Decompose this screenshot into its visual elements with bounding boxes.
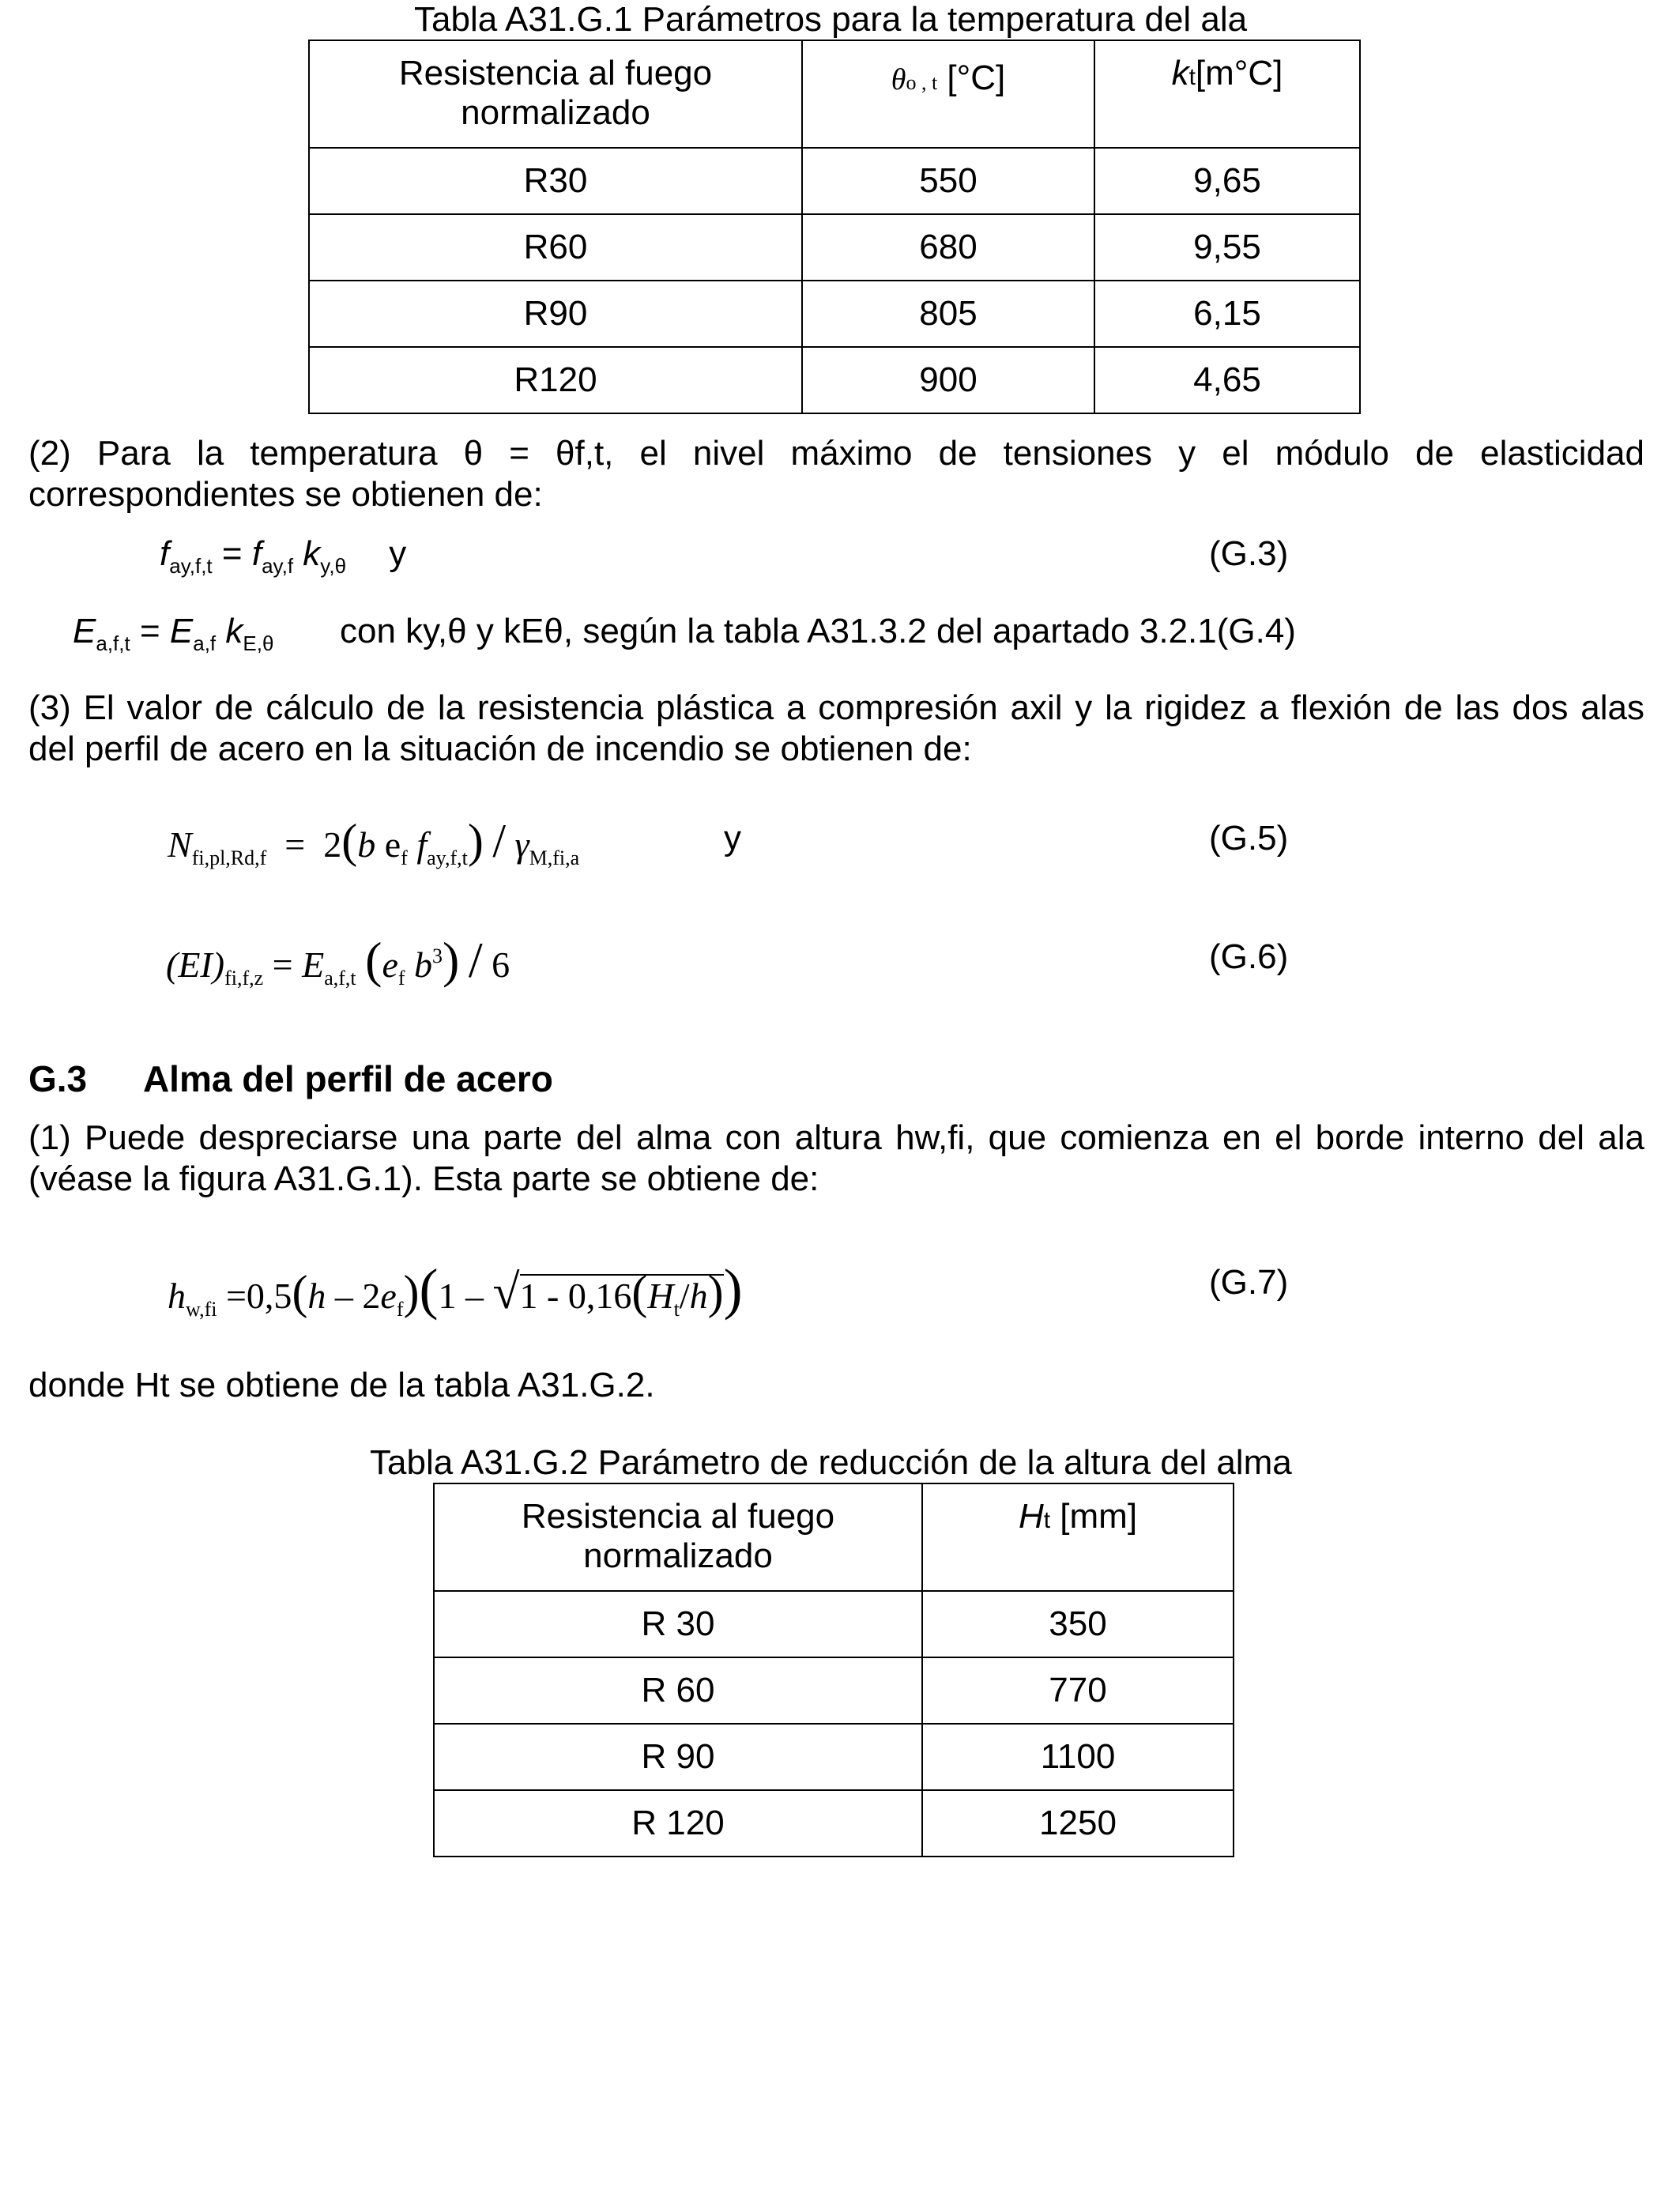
- section-title: Alma del perfil de acero: [142, 1058, 553, 1099]
- table-cell: R120: [309, 347, 802, 413]
- table2-caption: Tabla A31.G.2 Parámetro de reducción de la altura del alma: [370, 1443, 1292, 1482]
- table-cell: 9,55: [1094, 214, 1360, 281]
- table1-header-col2-unit: [°C]: [947, 58, 1006, 97]
- table-row: [309, 347, 1360, 413]
- table-cell: 1250: [922, 1790, 1234, 1857]
- table2-header-row: [434, 1483, 1234, 1591]
- table-cell: R 60: [434, 1657, 922, 1724]
- equation-g4: $E_{a,f,t} = E_{a,f}$ $k_{E,\theta}$: [73, 612, 274, 655]
- table-cell: 6,15: [1094, 281, 1360, 347]
- table-cell: R 120: [434, 1790, 922, 1857]
- table-cell: 9,65: [1094, 148, 1360, 214]
- table2-header-col1-line2: normalizado: [583, 1536, 773, 1575]
- table-row: [434, 1724, 1234, 1790]
- equation-g3: $f_{ay,f,t} = f_{ay,f}$ $k_{y,\theta}$ y: [160, 534, 407, 578]
- table2-header-col2: [922, 1483, 1234, 1591]
- table1-header-col3-unit: [m°C]: [1195, 54, 1283, 92]
- table-cell: 900: [802, 347, 1094, 413]
- table-row: [309, 281, 1360, 347]
- table-cell: R 30: [434, 1591, 922, 1657]
- kt-subscript: t: [1188, 64, 1196, 90]
- paragraph-3: [28, 688, 1644, 770]
- paragraph-2: [28, 433, 1644, 515]
- paragraph-donde: donde Ht se obtiene de la tabla A31.G.2.: [28, 1366, 655, 1404]
- table1: [308, 40, 1361, 414]
- table-cell: R90: [309, 281, 802, 347]
- paragraph-2-line1: (2) Para la temperatura θ = θf,t, el nivel máximo de tensiones y el módulo de elasticidad: [28, 434, 1644, 473]
- table1-header-col1: [309, 40, 802, 148]
- kt-symbol: k: [1171, 54, 1189, 92]
- equation-g5-number: (G.5): [1209, 819, 1289, 858]
- table-cell: 805: [802, 281, 1094, 347]
- table-cell: 350: [922, 1591, 1234, 1657]
- table-row: [434, 1591, 1234, 1657]
- theta-subscript: o , t: [906, 71, 938, 94]
- ht-symbol: H: [1018, 1497, 1044, 1536]
- table1-header-col1-line2: normalizado: [461, 93, 650, 132]
- table-row: [434, 1657, 1234, 1724]
- table-row: [309, 214, 1360, 281]
- equation-g7: $h_{w,fi} =0,5(h - 2e_f)(1 - √1 - 0,16(H_t/h))$: [168, 1257, 743, 1321]
- paragraph-3-line1: (3) El valor de cálculo de la resistencia plástica a compresión axil y la rigidez a flexión de las dos alas: [28, 688, 1644, 727]
- table-cell: 550: [802, 148, 1094, 214]
- equation-g7-number: (G.7): [1209, 1263, 1289, 1302]
- table-cell: 1100: [922, 1724, 1234, 1790]
- paragraph-g3-1-line2: (véase la figura A31.G.1). Esta parte se obtiene de:: [28, 1159, 819, 1198]
- theta-symbol: θ: [891, 63, 906, 96]
- table-cell: 770: [922, 1657, 1234, 1724]
- equation-g5-tail: y: [724, 819, 741, 858]
- table-row: [309, 148, 1360, 214]
- equation-g4-description: con ky,θ y kEθ, según la tabla A31.3.2 del apartado 3.2.1: [340, 612, 1217, 650]
- section-number: G.3: [28, 1058, 88, 1099]
- equation-g3-tail: y: [389, 534, 407, 573]
- ht-subscript: t: [1043, 1507, 1051, 1533]
- table1-caption: Tabla A31.G.1 Parámetros para la temperatura del ala: [414, 0, 1248, 39]
- paragraph-g3-1: [28, 1118, 1644, 1200]
- section-heading: [28, 1057, 553, 1100]
- table1-header-row: [309, 40, 1360, 148]
- table-cell: 680: [802, 214, 1094, 281]
- equation-g4-number: (G.4): [1216, 612, 1296, 650]
- table2-header-col2-unit: [mm]: [1060, 1497, 1138, 1536]
- table2-header-col1-line1: Resistencia al fuego: [521, 1497, 835, 1536]
- table1-header-col1-line1: Resistencia al fuego: [398, 54, 713, 92]
- table-row: [434, 1790, 1234, 1857]
- table-cell: R60: [309, 214, 802, 281]
- table2: [433, 1483, 1234, 1857]
- table1-header-col2: [802, 40, 1094, 148]
- paragraph-3-line2: del perfil de acero en la situación de incendio se obtienen de:: [28, 729, 972, 768]
- table-cell: R30: [309, 148, 802, 214]
- table1-header-col3: [1094, 40, 1360, 148]
- table-cell: 4,65: [1094, 347, 1360, 413]
- equation-g6-number: (G.6): [1209, 937, 1289, 976]
- table2-header-col1: [434, 1483, 922, 1591]
- equation-g3-number: (G.3): [1209, 534, 1289, 573]
- table-cell: R 90: [434, 1724, 922, 1790]
- paragraph-g3-1-line1: (1) Puede despreciarse una parte del alma con altura hw,fi, que comienza en el borde interno del ala: [28, 1118, 1644, 1157]
- equation-g6: $(EI)_{fi,f,z} = E_{a,f,t}$ ($e_f$ $b^3) / 6$: [166, 932, 510, 990]
- equation-g5: $N_{fi,pl,Rd,f} = 2(b$ $e_f$ $f_{ay,f,t}) / \gamma_{M,fi,a}$: [168, 815, 580, 869]
- equation-g4-text: [340, 612, 1296, 651]
- paragraph-2-line2: correspondientes se obtienen de:: [28, 475, 543, 514]
